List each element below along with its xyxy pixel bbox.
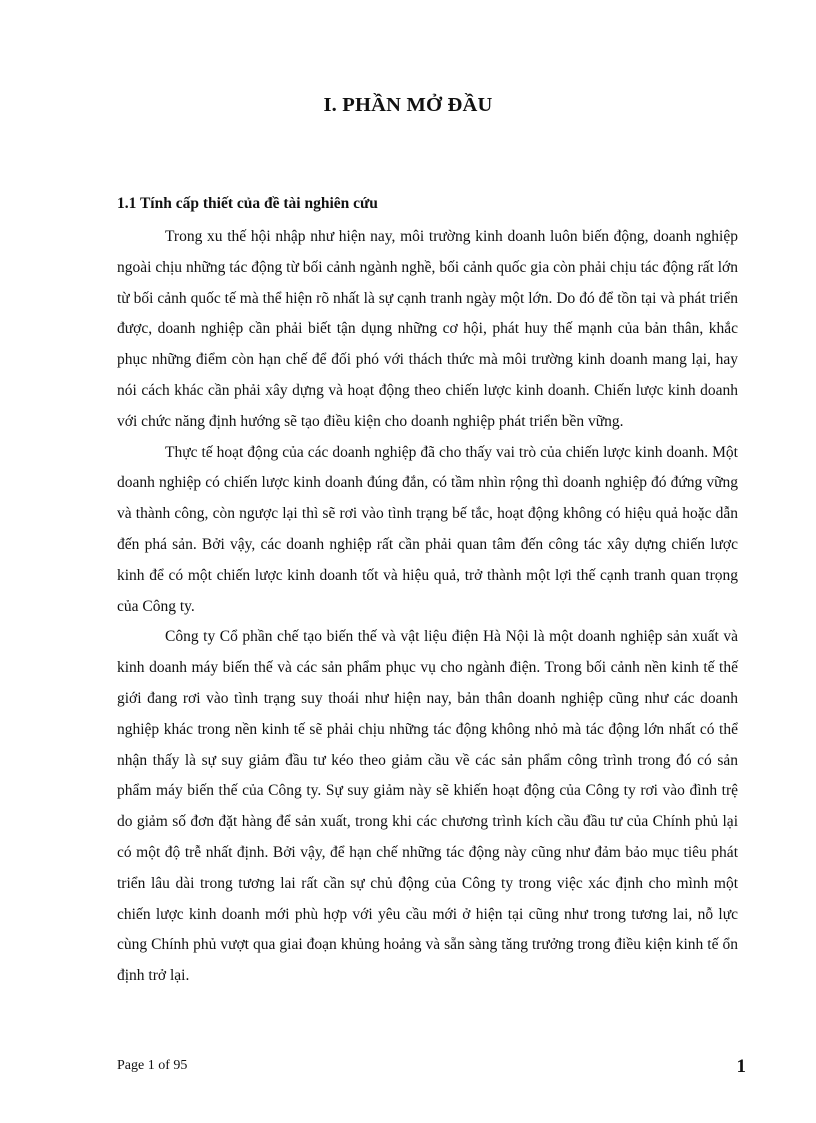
page-number: 1 <box>736 1056 746 1077</box>
chapter-title: I. PHẦN MỞ ĐẦU <box>323 94 493 116</box>
body-text <box>117 222 738 992</box>
section-heading: 1.1 Tính cấp thiết của đề tài nghiên cứu <box>117 195 378 212</box>
page-count-label: Page 1 of 95 <box>117 1058 188 1073</box>
paragraph-2: Thực tế hoạt động của các doanh nghiệp đã cho thấy vai trò của chiến lược kinh doanh. Một doanh nghiệp có chiến lược kinh doanh đúng đắn, có tầm nhìn rộng thì doanh nghiệp đó đứng vững và thành công, còn ngược lại thì sẽ rơi vào tình trạng bế tắc, hoạt động không có hiệu quả hoặc dẫn đến phá sản. Bởi vậy, các doanh nghiệp rất cần phải quan tâm đến công tác xây dựng chiến lược kinh để có một chiến lược kinh doanh tốt và hiệu quả, trở thành một lợi thế cạnh tranh quan trọng của Công ty. <box>117 443 738 615</box>
paragraph-3: Công ty Cổ phần chế tạo biến thế và vật liệu điện Hà Nội là một doanh nghiệp sản xuất và kinh doanh máy biến thế và các sản phẩm phục vụ cho ngành điện. Trong bối cảnh nền kinh tế thế giới đang rơi vào tình trạng suy thoái như hiện nay, bản thân doanh nghiệp cũng như các doanh nghiệp khác trong nền kinh tế sẽ phải chịu những tác động không nhỏ mà tác động lớn nhất có thể nhận thấy là sự suy giảm đầu tư kéo theo giảm cầu về các sản phẩm công trình trong đó có sản phẩm máy biến thế của Công ty. Sự suy giảm này sẽ khiến hoạt động của Công ty rơi vào đình trệ do giảm số đơn đặt hàng để sản xuất, trong khi các chương trình kích cầu đầu tư của Chính phủ lại có một độ trễ nhất định. Bởi vậy, để hạn chế những tác động này cũng như đảm bảo mục tiêu phát triển lâu dài trong tương lai rất cần sự chủ động của Công ty trong việc xác định cho mình một chiến lược kinh doanh mới phù hợp với yêu cầu mới ở hiện tại cũng như trong tương lai, nỗ lực cùng Chính phủ vượt qua giai đoạn khủng hoảng và sẵn sàng tăng trưởng trong điều kiện kinh tế ổn định trở lại. <box>117 628 738 985</box>
paragraph-1: Trong xu thế hội nhập như hiện nay, môi trường kinh doanh luôn biến động, doanh nghiệp ngoài chịu những tác động từ bối cảnh ngành nghề, bối cảnh quốc gia còn phải chịu tác động rất lớn từ bối cảnh quốc tế mà thể hiện rõ nhất là sự cạnh tranh ngày một lớn. Do đó để tồn tại và phát triển được, doanh nghiệp cần phải biết tận dụng những cơ hội, phát huy thế mạnh của bản thân, khắc phục những điểm còn hạn chế để đối phó với thách thức mà môi trường kinh doanh mang lại, hay nói cách khác cần phải xây dựng và hoạt động theo chiến lược kinh doanh. Chiến lược kinh doanh với chức năng định hướng sẽ tạo điều kiện cho doanh nghiệp phát triển bền vững. <box>117 228 738 430</box>
